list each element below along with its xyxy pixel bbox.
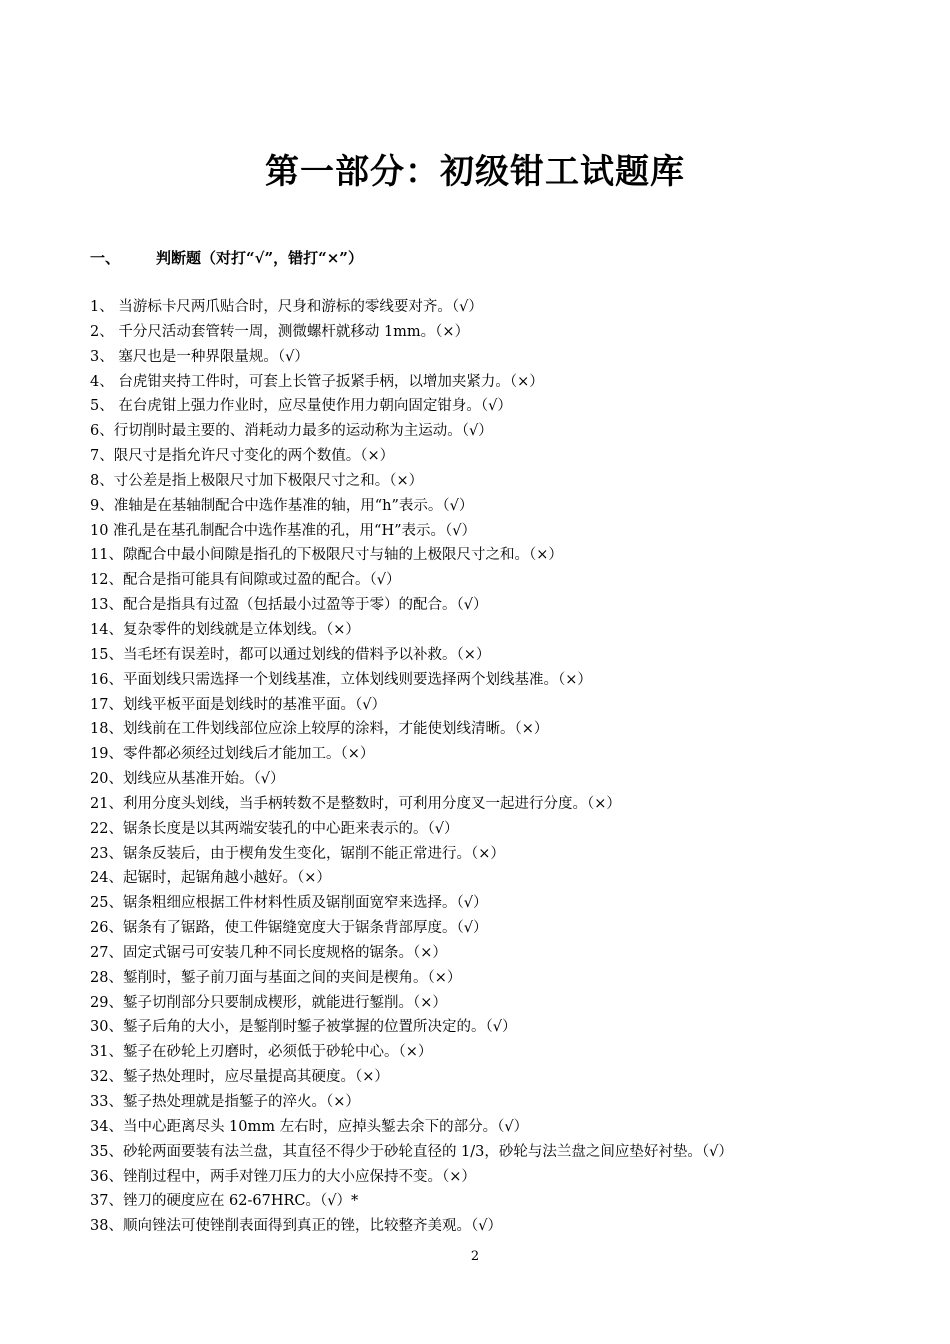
question-item: 12、配合是指可能具有间隙或过盈的配合。（√）: [90, 572, 401, 589]
section-title: 判断题（对打“√”，错打“×”）: [156, 249, 363, 267]
question-item: 27、固定式锯弓可安装几种不同长度规格的锯条。（×）: [90, 944, 447, 961]
question-item: 11、隙配合中最小间隙是指孔的下极限尺寸与轴的上极限尺寸之和。（×）: [90, 547, 563, 564]
section-number: 一、: [90, 249, 121, 267]
question-item: 14、复杂零件的划线就是立体划线。（×）: [90, 621, 360, 638]
page-number: 2: [470, 1249, 480, 1264]
question-item: 37、锉刀的硬度应在 62-67HRC。（√）*: [90, 1193, 359, 1210]
question-list: [90, 295, 930, 1239]
question-item: 33、錾子热处理就是指錾子的淬火。（×）: [90, 1094, 360, 1110]
question-item: 28、錾削时，錾子前刀面与基面之间的夹间是楔角。（×）: [90, 969, 462, 986]
question-item: 19、零件都必须经过划线后才能加工。（×）: [90, 746, 375, 763]
question-item: 25、锯条粗细应根据工件材料性质及锯削面宽窄来选择。（√）: [90, 895, 488, 912]
question-item: 35、砂轮两面要装有法兰盘，其直径不得少于砂轮直径的 1/3，砂轮与法兰盘之间应垫好衬垫。（√）: [90, 1143, 733, 1160]
question-item: 13、配合是指具有过盈（包括最小过盈等于零）的配合。（√）: [90, 597, 488, 614]
question-item: 30、錾子后角的大小，是錾削时錾子被掌握的位置所决定的。（√）: [90, 1019, 517, 1036]
question-item: 1、 当游标卡尺两爪贴合时，尺身和游标的零线要对齐。（√）: [90, 299, 483, 315]
question-item: 17、划线平板平面是划线时的基准平面。（√）: [90, 696, 386, 713]
question-item: 5、 在台虎钳上强力作业时，应尽量使作用力朝向固定钳身。（√）: [90, 398, 512, 415]
question-item: 24、起锯时，起锯角越小越好。（×）: [90, 870, 331, 887]
question-item: 21、利用分度头划线，当手柄转数不是整数时，可利用分度叉一起进行分度。（×）: [90, 795, 621, 812]
question-item: 2、 千分尺活动套管转一周，测微螺杆就移动 1mm。（×）: [90, 323, 470, 340]
question-item: 22、锯条长度是以其两端安装孔的中心距来表示的。（√）: [90, 820, 459, 837]
section-heading: [90, 246, 363, 270]
question-item: 31、錾子在砂轮上刃磨时，必须低于砂轮中心。（×）: [90, 1044, 433, 1061]
question-item: 23、锯条反装后，由于楔角发生变化，锯削不能正常进行。（×）: [90, 845, 505, 862]
question-item: 3、 塞尺也是一种界限量规。（√）: [90, 348, 309, 365]
question-item: 8、寸公差是指上极限尺寸加下极限尺寸之和。（×）: [90, 472, 424, 489]
question-item: 6、行切削时最主要的、消耗动力最多的运动称为主运动。（√）: [90, 423, 493, 440]
question-item: 38、顺向锉法可使锉削表面得到真正的锉，比较整齐美观。（√）: [90, 1218, 502, 1235]
question-item: 18、划线前在工件划线部位应涂上较厚的涂料，才能使划线清晰。（×）: [90, 721, 549, 738]
question-item: 32、錾子热处理时，应尽量提高其硬度。（×）: [90, 1069, 389, 1086]
question-item: 4、 台虎钳夹持工件时，可套上长管子扳紧手柄，以增加夹紧力。（×）: [90, 373, 544, 390]
question-item: 34、当中心距离尽头 10mm 左右时，应掉头錾去余下的部分。（√）: [90, 1118, 529, 1135]
question-item: 7、限尺寸是指允许尺寸变化的两个数值。（×）: [90, 448, 395, 465]
page-title: 第一部分：初级钳工试题库: [265, 152, 685, 192]
question-item: 15、当毛坯有误差时，都可以通过划线的借料予以补救。（×）: [90, 646, 491, 663]
question-item: 36、锉削过程中，两手对锉刀压力的大小应保持不变。（×）: [90, 1168, 476, 1185]
question-item: 20、划线应从基准开始。（√）: [90, 771, 285, 788]
question-item: 26、锯条有了锯路，使工件锯缝宽度大于锯条背部厚度。（√）: [90, 920, 488, 937]
question-item: 9、准轴是在基轴制配合中选作基准的轴，用“h”表示。（√）: [90, 497, 474, 514]
question-item: 29、錾子切削部分只要制成楔形，就能进行錾削。（×）: [90, 994, 447, 1011]
question-item: 16、平面划线只需选择一个划线基准，立体划线则要选择两个划线基准。（×）: [90, 671, 592, 688]
question-item: 10 准孔是在基孔制配合中选作基准的孔，用“H”表示。（√）: [90, 522, 477, 539]
